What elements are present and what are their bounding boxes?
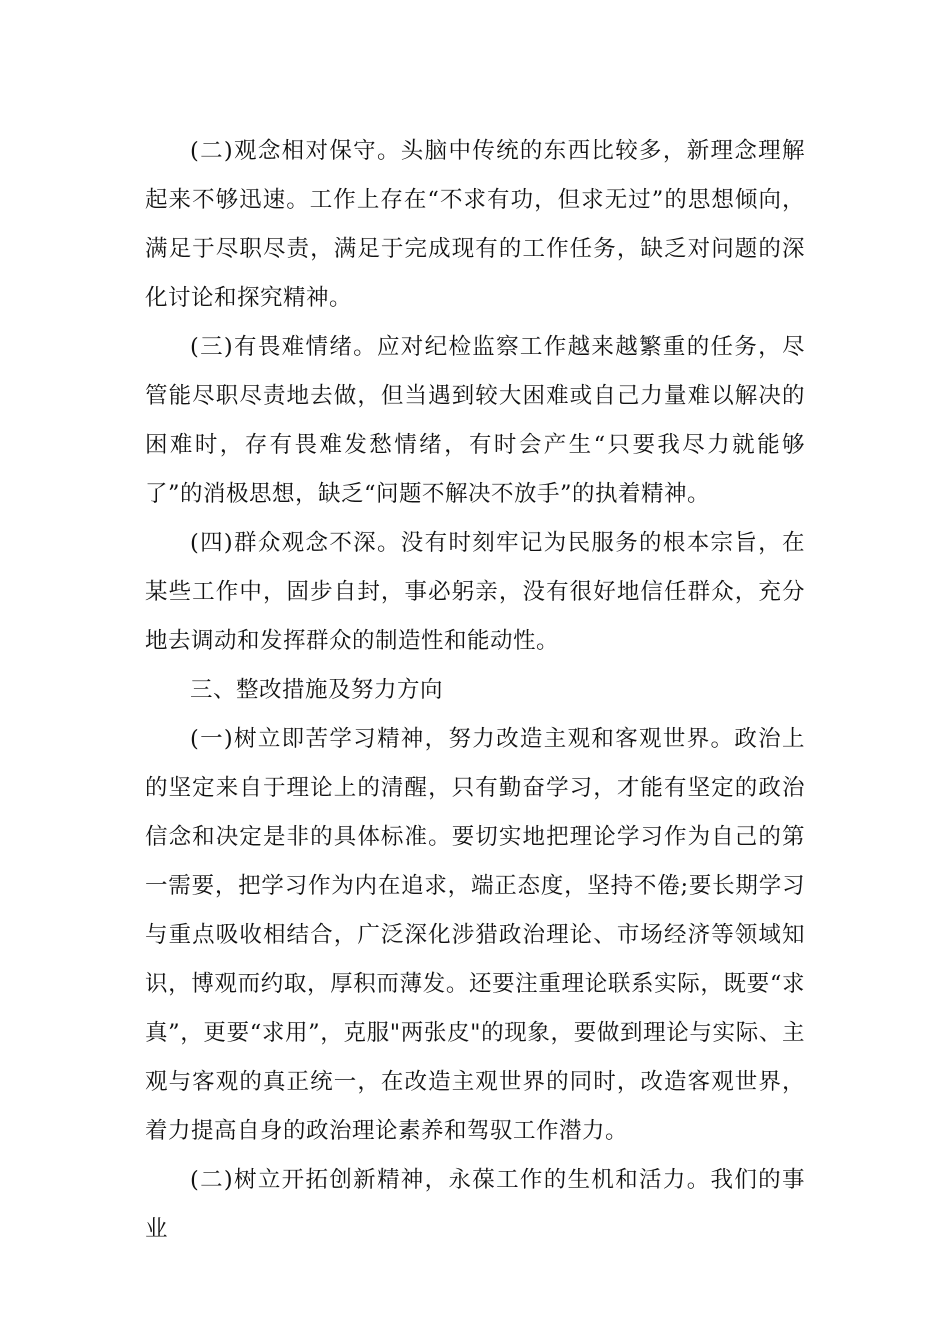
paragraph-4-mass-awareness: (四)群众观念不深。没有时刻牢记为民服务的根本宗旨，在某些工作中，固步自封，事必躬亲，没有很好地信任群众，充分地去调动和发挥群众的制造性和能动性。	[145, 530, 805, 654]
paragraph-3-fear-of-difficulty: (三)有畏难情绪。应对纪检监察工作越来越繁重的任务，尽管能尽职尽责地去做，但当遇到较大困难或自己力量难以解决的困难时，存有畏难发愁情绪，有时会产生“只要我尽力就能够了”的消极思想，缺乏“问题不解决不放手”的执着精神。	[145, 334, 805, 507]
paragraph-2-conservative-ideas: (二)观念相对保守。头脑中传统的东西比较多，新理念理解起来不够迅速。工作上存在“不求有功，但求无过”的思想倾向，满足于尽职尽责，满足于完成现有的工作任务，缺乏对问题的深化讨论和探究精神。	[145, 138, 805, 311]
document-body	[145, 127, 805, 1254]
section-heading-3-rectification-measures: 三、整改措施及努力方向	[190, 677, 444, 703]
paragraph-1-study-spirit: (一)树立即苦学习精神，努力改造主观和客观世界。政治上的坚定来自于理论上的清醒，只有勤奋学习，才能有坚定的政治信念和决定是非的具体标准。要切实地把理论学习作为自己的第一需要，把学习作为内在追求，端正态度，坚持不倦;要长期学习与重点吸收相结合，广泛深化涉猎政治理论、市场经济等领域知识，博观而约取，厚积而薄发。还要注重理论联系实际，既要“求真”，更要“求用”，克服"两张皮"的现象，要做到理论与实际、主观与客观的真正统一，在改造主观世界的同时，改造客观世界，着力提高自身的政治理论素养和驾驭工作潜力。	[145, 726, 805, 1144]
paragraph-2-innovation-spirit: (二)树立开拓创新精神，永葆工作的生机和活力。我们的事业	[145, 1167, 805, 1242]
